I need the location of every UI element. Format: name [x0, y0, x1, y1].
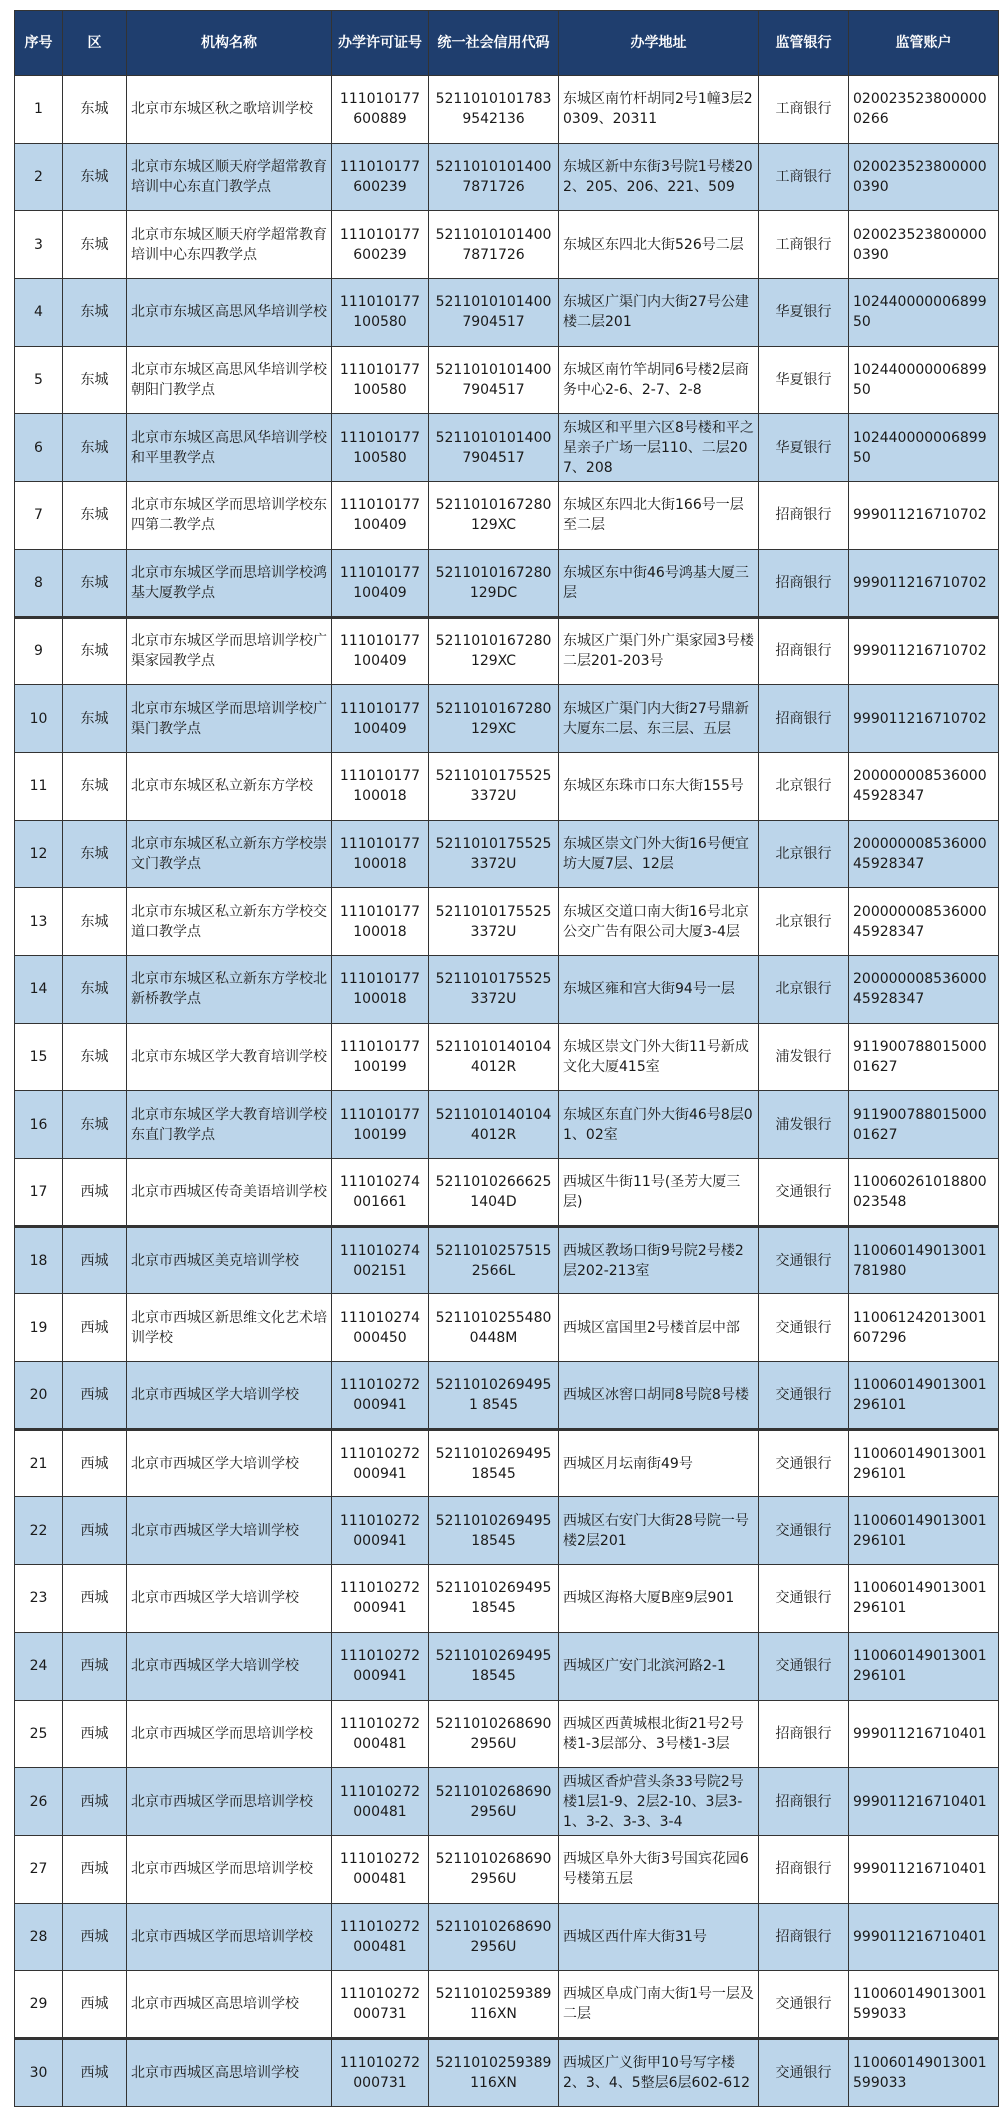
table-header [15, 11, 999, 76]
cell-institution-name: 北京市东城区私立新东方学校 [127, 752, 332, 820]
cell-index: 8 [15, 549, 63, 617]
cell-credit-code: 521101026949518545 [429, 1497, 559, 1565]
cell-bank: 工商银行 [759, 211, 849, 279]
cell-address: 西城区月坛南街49号 [559, 1429, 759, 1497]
cell-credit-code: 5211010167280129XC [429, 482, 559, 550]
cell-bank: 招商银行 [759, 1835, 849, 1903]
cell-institution-name: 北京市东城区学大教育培训学校东直门教学点 [127, 1091, 332, 1159]
table-row [15, 1226, 999, 1294]
cell-index: 30 [15, 2038, 63, 2106]
cell-license-number: 111010177100409 [332, 617, 429, 685]
cell-license-number: 111010177100018 [332, 888, 429, 956]
cell-index: 27 [15, 1835, 63, 1903]
table-row [15, 1497, 999, 1565]
cell-credit-code: 52110101401044012R [429, 1023, 559, 1091]
cell-credit-code: 52110101014007871726 [429, 211, 559, 279]
cell-district: 东城 [63, 279, 127, 347]
cell-district: 西城 [63, 1294, 127, 1362]
cell-address: 西城区阜外大街3号国宾花园6号楼第五层 [559, 1835, 759, 1903]
table-row [15, 820, 999, 888]
cell-index: 5 [15, 346, 63, 414]
cell-license-number: 111010177100018 [332, 820, 429, 888]
cell-address: 西城区冰窖口胡同8号院8号楼 [559, 1362, 759, 1430]
table-row [15, 1294, 999, 1362]
cell-institution-name: 北京市西城区高思培训学校 [127, 2038, 332, 2106]
cell-credit-code: 5211010167280129DC [429, 549, 559, 617]
table-row [15, 1159, 999, 1227]
cell-district: 东城 [63, 888, 127, 956]
cell-credit-code: 5211010167280129XC [429, 685, 559, 753]
cell-account: 0200235238000000390 [849, 211, 999, 279]
cell-bank: 招商银行 [759, 1903, 849, 1971]
cell-credit-code: 52110102686902956U [429, 1768, 559, 1836]
cell-institution-name: 北京市西城区学大培训学校 [127, 1565, 332, 1633]
cell-address: 东城区南竹杆胡同2号1幢3层20309、20311 [559, 76, 759, 144]
cell-institution-name: 北京市西城区学大培训学校 [127, 1429, 332, 1497]
cell-institution-name: 北京市西城区美克培训学校 [127, 1226, 332, 1294]
cell-institution-name: 北京市西城区学而思培训学校 [127, 1768, 332, 1836]
header-bank: 监管银行 [759, 11, 849, 76]
table-row [15, 414, 999, 482]
cell-district: 东城 [63, 955, 127, 1023]
cell-address: 东城区广渠门内大街27号公建楼二层201 [559, 279, 759, 347]
cell-institution-name: 北京市东城区学而思培训学校广渠门教学点 [127, 685, 332, 753]
cell-institution-name: 北京市东城区高思风华培训学校和平里教学点 [127, 414, 332, 482]
header-row [15, 11, 999, 76]
cell-district: 东城 [63, 414, 127, 482]
table-row [15, 752, 999, 820]
cell-index: 4 [15, 279, 63, 347]
cell-bank: 交通银行 [759, 1632, 849, 1700]
cell-credit-code: 52110102575152566L [429, 1226, 559, 1294]
cell-district: 东城 [63, 549, 127, 617]
cell-bank: 工商银行 [759, 76, 849, 144]
cell-account: 0200235238000000266 [849, 76, 999, 144]
cell-license-number: 111010274002151 [332, 1226, 429, 1294]
cell-index: 21 [15, 1429, 63, 1497]
cell-license-number: 111010274000450 [332, 1294, 429, 1362]
cell-license-number: 111010177100409 [332, 482, 429, 550]
cell-credit-code: 52110102666251404D [429, 1159, 559, 1227]
cell-address: 西城区广安门北滨河路2-1 [559, 1632, 759, 1700]
cell-bank: 交通银行 [759, 1971, 849, 2039]
cell-district: 东城 [63, 211, 127, 279]
cell-index: 20 [15, 1362, 63, 1430]
cell-account: 110061242013001607296 [849, 1294, 999, 1362]
cell-index: 6 [15, 414, 63, 482]
header-institution-name: 机构名称 [127, 11, 332, 76]
cell-index: 26 [15, 1768, 63, 1836]
institution-table [14, 10, 999, 2107]
cell-account: 20000000853600045928347 [849, 888, 999, 956]
cell-index: 9 [15, 617, 63, 685]
cell-bank: 交通银行 [759, 1159, 849, 1227]
cell-address: 东城区广渠门内大街27号鼎新大厦东二层、东三层、五层 [559, 685, 759, 753]
cell-license-number: 111010177600239 [332, 143, 429, 211]
cell-index: 18 [15, 1226, 63, 1294]
cell-district: 西城 [63, 1497, 127, 1565]
cell-account: 20000000853600045928347 [849, 752, 999, 820]
cell-district: 东城 [63, 143, 127, 211]
cell-institution-name: 北京市东城区私立新东方学校北新桥教学点 [127, 955, 332, 1023]
cell-institution-name: 北京市西城区新思维文化艺术培训学校 [127, 1294, 332, 1362]
cell-institution-name: 北京市西城区学而思培训学校 [127, 1903, 332, 1971]
cell-license-number: 111010177100409 [332, 685, 429, 753]
cell-district: 东城 [63, 346, 127, 414]
table-row [15, 955, 999, 1023]
cell-bank: 北京银行 [759, 955, 849, 1023]
cell-license-number: 111010272000941 [332, 1632, 429, 1700]
cell-license-number: 111010177600239 [332, 211, 429, 279]
cell-credit-code: 5211010259389116XN [429, 2038, 559, 2106]
cell-credit-code: 52110102686902956U [429, 1700, 559, 1768]
cell-address: 西城区海格大厦B座9层901 [559, 1565, 759, 1633]
cell-institution-name: 北京市东城区顺天府学超常教育培训中心东直门教学点 [127, 143, 332, 211]
cell-institution-name: 北京市东城区私立新东方学校崇文门教学点 [127, 820, 332, 888]
cell-license-number: 111010274001661 [332, 1159, 429, 1227]
cell-district: 西城 [63, 1768, 127, 1836]
cell-account: 110060149013001599033 [849, 2038, 999, 2106]
cell-index: 10 [15, 685, 63, 753]
cell-bank: 招商银行 [759, 685, 849, 753]
cell-bank: 交通银行 [759, 1294, 849, 1362]
cell-institution-name: 北京市东城区学而思培训学校鸿基大厦教学点 [127, 549, 332, 617]
cell-license-number: 111010272000481 [332, 1768, 429, 1836]
cell-address: 东城区东四北大街526号二层 [559, 211, 759, 279]
header-account: 监管账户 [849, 11, 999, 76]
cell-credit-code: 52110101755253372U [429, 955, 559, 1023]
cell-institution-name: 北京市西城区学大培训学校 [127, 1362, 332, 1430]
cell-address: 西城区广义街甲10号写字楼2、3、4、5整层6层602-612 [559, 2038, 759, 2106]
cell-address: 东城区南竹竿胡同6号楼2层商务中心2-6、2-7、2-8 [559, 346, 759, 414]
cell-district: 西城 [63, 1971, 127, 2039]
cell-credit-code: 521101026949518545 [429, 1632, 559, 1700]
cell-credit-code: 52110101755253372U [429, 752, 559, 820]
cell-bank: 招商银行 [759, 1768, 849, 1836]
cell-institution-name: 北京市东城区顺天府学超常教育培训中心东四教学点 [127, 211, 332, 279]
cell-bank: 浦发银行 [759, 1091, 849, 1159]
cell-credit-code: 52110101014007904517 [429, 414, 559, 482]
cell-account: 110060149013001296101 [849, 1565, 999, 1633]
cell-account: 110060149013001296101 [849, 1497, 999, 1565]
header-index: 序号 [15, 11, 63, 76]
table-row [15, 888, 999, 956]
cell-bank: 招商银行 [759, 1700, 849, 1768]
cell-district: 西城 [63, 1362, 127, 1430]
header-district: 区 [63, 11, 127, 76]
cell-address: 西城区富国里2号楼首层中部 [559, 1294, 759, 1362]
table-row [15, 1362, 999, 1430]
cell-account: 91190078801500001627 [849, 1023, 999, 1091]
cell-bank: 交通银行 [759, 1226, 849, 1294]
cell-bank: 交通银行 [759, 1497, 849, 1565]
cell-bank: 华夏银行 [759, 414, 849, 482]
cell-institution-name: 北京市东城区学而思培训学校广渠家园教学点 [127, 617, 332, 685]
cell-license-number: 111010177600889 [332, 76, 429, 144]
table-row [15, 1565, 999, 1633]
cell-district: 东城 [63, 685, 127, 753]
cell-institution-name: 北京市东城区学大教育培训学校 [127, 1023, 332, 1091]
cell-address: 西城区阜成门南大街1号一层及二层 [559, 1971, 759, 2039]
cell-institution-name: 北京市东城区高思风华培训学校 [127, 279, 332, 347]
cell-address: 东城区雍和宫大街94号一层 [559, 955, 759, 1023]
cell-license-number: 111010272000941 [332, 1362, 429, 1430]
cell-address: 西城区西什库大街31号 [559, 1903, 759, 1971]
cell-index: 28 [15, 1903, 63, 1971]
cell-license-number: 111010272000731 [332, 1971, 429, 2039]
cell-address: 东城区东珠市口东大街155号 [559, 752, 759, 820]
cell-account: 110060149013001296101 [849, 1429, 999, 1497]
cell-district: 西城 [63, 1632, 127, 1700]
cell-credit-code: 52110101755253372U [429, 820, 559, 888]
cell-credit-code: 52110102686902956U [429, 1835, 559, 1903]
cell-institution-name: 北京市西城区高思培训学校 [127, 1971, 332, 2039]
table-row [15, 143, 999, 211]
cell-address: 西城区香炉营头条33号院2号楼1层1-9、2层2-10、3层3-1、3-2、3-3、3-4 [559, 1768, 759, 1836]
cell-index: 12 [15, 820, 63, 888]
header-address: 办学地址 [559, 11, 759, 76]
cell-account: 110060149013001599033 [849, 1971, 999, 2039]
cell-index: 22 [15, 1497, 63, 1565]
cell-institution-name: 北京市西城区学大培训学校 [127, 1497, 332, 1565]
cell-account: 999011216710702 [849, 685, 999, 753]
cell-bank: 招商银行 [759, 482, 849, 550]
cell-address: 东城区东直门外大街46号8层01、02室 [559, 1091, 759, 1159]
table-row [15, 1971, 999, 2039]
cell-index: 16 [15, 1091, 63, 1159]
cell-credit-code: 521101026949518545 [429, 1565, 559, 1633]
table-row [15, 617, 999, 685]
cell-credit-code: 52110101755253372U [429, 888, 559, 956]
cell-index: 1 [15, 76, 63, 144]
cell-credit-code: 52110101014007904517 [429, 279, 559, 347]
cell-license-number: 111010177100018 [332, 955, 429, 1023]
cell-license-number: 111010272000941 [332, 1565, 429, 1633]
cell-account: 999011216710401 [849, 1768, 999, 1836]
cell-index: 7 [15, 482, 63, 550]
cell-account: 999011216710401 [849, 1835, 999, 1903]
cell-institution-name: 北京市西城区学大培训学校 [127, 1632, 332, 1700]
cell-bank: 招商银行 [759, 549, 849, 617]
cell-bank: 交通银行 [759, 1565, 849, 1633]
cell-bank: 北京银行 [759, 820, 849, 888]
cell-account: 20000000853600045928347 [849, 955, 999, 1023]
table-row [15, 685, 999, 753]
cell-license-number: 111010177100580 [332, 279, 429, 347]
cell-account: 91190078801500001627 [849, 1091, 999, 1159]
cell-credit-code: 52110102694951 8545 [429, 1362, 559, 1430]
cell-district: 西城 [63, 1903, 127, 1971]
cell-index: 2 [15, 143, 63, 211]
cell-credit-code: 5211010167280129XC [429, 617, 559, 685]
cell-district: 东城 [63, 1023, 127, 1091]
cell-account: 110060149013001296101 [849, 1632, 999, 1700]
cell-account: 999011216710702 [849, 549, 999, 617]
cell-license-number: 111010272000941 [332, 1429, 429, 1497]
cell-address: 东城区崇文门外大街11号新成文化大厦415室 [559, 1023, 759, 1091]
cell-institution-name: 北京市东城区学而思培训学校东四第二教学点 [127, 482, 332, 550]
cell-institution-name: 北京市西城区传奇美语培训学校 [127, 1159, 332, 1227]
cell-district: 东城 [63, 482, 127, 550]
cell-address: 东城区东四北大街166号一层至二层 [559, 482, 759, 550]
cell-account: 999011216710401 [849, 1700, 999, 1768]
cell-account: 10244000000689950 [849, 414, 999, 482]
cell-district: 西城 [63, 1565, 127, 1633]
cell-credit-code: 52110101014007871726 [429, 143, 559, 211]
cell-bank: 北京银行 [759, 888, 849, 956]
cell-bank: 浦发银行 [759, 1023, 849, 1091]
table-row [15, 1023, 999, 1091]
table-row [15, 211, 999, 279]
table-row [15, 1835, 999, 1903]
cell-license-number: 111010177100580 [332, 346, 429, 414]
cell-address: 西城区右安门大街28号院一号楼2层201 [559, 1497, 759, 1565]
table-row [15, 1429, 999, 1497]
table-row [15, 346, 999, 414]
cell-district: 西城 [63, 1226, 127, 1294]
cell-credit-code: 52110102686902956U [429, 1903, 559, 1971]
cell-index: 11 [15, 752, 63, 820]
table-row [15, 279, 999, 347]
table-row [15, 1091, 999, 1159]
table-body [15, 76, 999, 2107]
cell-account: 20000000853600045928347 [849, 820, 999, 888]
cell-bank: 招商银行 [759, 617, 849, 685]
cell-license-number: 111010272000731 [332, 2038, 429, 2106]
cell-district: 东城 [63, 820, 127, 888]
header-credit-code: 统一社会信用代码 [429, 11, 559, 76]
cell-district: 西城 [63, 1835, 127, 1903]
cell-district: 东城 [63, 76, 127, 144]
cell-district: 西城 [63, 1159, 127, 1227]
cell-license-number: 111010272000941 [332, 1497, 429, 1565]
header-license-number: 办学许可证号 [332, 11, 429, 76]
cell-address: 东城区崇文门外大街16号便宜坊大厦7层、12层 [559, 820, 759, 888]
cell-district: 东城 [63, 1091, 127, 1159]
table-row [15, 76, 999, 144]
cell-district: 西城 [63, 1700, 127, 1768]
cell-index: 15 [15, 1023, 63, 1091]
cell-account: 110060149013001781980 [849, 1226, 999, 1294]
cell-index: 25 [15, 1700, 63, 1768]
cell-address: 西城区教场口街9号院2号楼2层202-213室 [559, 1226, 759, 1294]
cell-license-number: 111010177100199 [332, 1023, 429, 1091]
table-row [15, 1632, 999, 1700]
cell-credit-code: 5211010259389116XN [429, 1971, 559, 2039]
cell-bank: 交通银行 [759, 1429, 849, 1497]
cell-address: 东城区新中东街3号院1号楼202、205、206、221、509 [559, 143, 759, 211]
cell-bank: 华夏银行 [759, 346, 849, 414]
cell-index: 17 [15, 1159, 63, 1227]
cell-index: 19 [15, 1294, 63, 1362]
cell-account: 999011216710702 [849, 617, 999, 685]
cell-account: 10244000000689950 [849, 279, 999, 347]
cell-institution-name: 北京市东城区私立新东方学校交道口教学点 [127, 888, 332, 956]
cell-district: 东城 [63, 752, 127, 820]
cell-district: 西城 [63, 1429, 127, 1497]
table-row [15, 1903, 999, 1971]
cell-bank: 华夏银行 [759, 279, 849, 347]
table-row [15, 1700, 999, 1768]
cell-institution-name: 北京市西城区学而思培训学校 [127, 1835, 332, 1903]
cell-credit-code: 521101026949518545 [429, 1429, 559, 1497]
cell-license-number: 111010177100409 [332, 549, 429, 617]
cell-license-number: 111010177100580 [332, 414, 429, 482]
cell-credit-code: 52110101017839542136 [429, 76, 559, 144]
cell-address: 东城区和平里六区8号楼和平之星亲子广场一层110、二层207、208 [559, 414, 759, 482]
cell-bank: 工商银行 [759, 143, 849, 211]
cell-index: 29 [15, 1971, 63, 2039]
cell-institution-name: 北京市东城区高思风华培训学校朝阳门教学点 [127, 346, 332, 414]
cell-address: 西城区西黄城根北街21号2号楼1-3层部分、3号楼1-3层 [559, 1700, 759, 1768]
cell-institution-name: 北京市东城区秋之歌培训学校 [127, 76, 332, 144]
cell-bank: 交通银行 [759, 1362, 849, 1430]
cell-index: 3 [15, 211, 63, 279]
table-row [15, 2038, 999, 2106]
table-row [15, 549, 999, 617]
cell-license-number: 111010272000481 [332, 1700, 429, 1768]
cell-district: 东城 [63, 617, 127, 685]
cell-license-number: 111010177100199 [332, 1091, 429, 1159]
cell-index: 13 [15, 888, 63, 956]
cell-credit-code: 52110101014007904517 [429, 346, 559, 414]
cell-account: 110060261018800023548 [849, 1159, 999, 1227]
cell-bank: 北京银行 [759, 752, 849, 820]
cell-address: 东城区东中街46号鸿基大厦三层 [559, 549, 759, 617]
cell-bank: 交通银行 [759, 2038, 849, 2106]
cell-index: 14 [15, 955, 63, 1023]
cell-address: 东城区交道口南大街16号北京公交广告有限公司大厦3-4层 [559, 888, 759, 956]
table-row [15, 1768, 999, 1836]
cell-account: 999011216710702 [849, 482, 999, 550]
cell-address: 西城区牛街11号(圣芳大厦三层) [559, 1159, 759, 1227]
cell-account: 110060149013001296101 [849, 1362, 999, 1430]
cell-account: 0200235238000000390 [849, 143, 999, 211]
cell-district: 西城 [63, 2038, 127, 2106]
cell-credit-code: 52110102554800448M [429, 1294, 559, 1362]
cell-address: 东城区广渠门外广渠家园3号楼二层201-203号 [559, 617, 759, 685]
cell-index: 24 [15, 1632, 63, 1700]
cell-institution-name: 北京市西城区学而思培训学校 [127, 1700, 332, 1768]
cell-credit-code: 52110101401044012R [429, 1091, 559, 1159]
cell-license-number: 111010272000481 [332, 1835, 429, 1903]
cell-index: 23 [15, 1565, 63, 1633]
table-row [15, 482, 999, 550]
cell-license-number: 111010177100018 [332, 752, 429, 820]
cell-account: 10244000000689950 [849, 346, 999, 414]
cell-account: 999011216710401 [849, 1903, 999, 1971]
cell-license-number: 111010272000481 [332, 1903, 429, 1971]
